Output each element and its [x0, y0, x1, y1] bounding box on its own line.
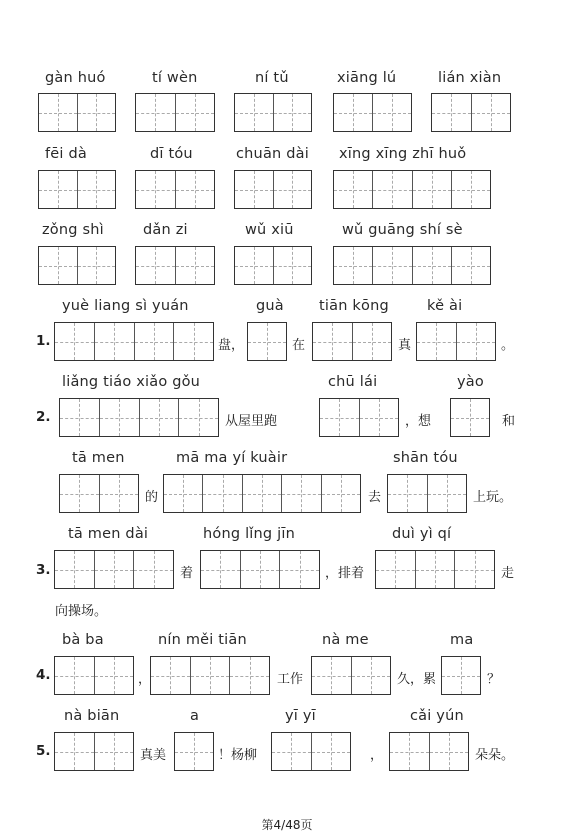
s5-pinyin-d: cǎi yún — [410, 708, 464, 724]
s5-text-1: 真美 — [140, 748, 167, 763]
char-grid[interactable] — [431, 93, 511, 132]
s2-text-6: 上玩。 — [473, 490, 513, 505]
char-grid[interactable] — [163, 474, 361, 513]
s3-pinyin-a: tā men dài — [68, 526, 149, 542]
page-number: 第4/48页 — [261, 818, 313, 832]
pinyin-word-6: fēi dà — [45, 146, 87, 162]
char-grid[interactable] — [247, 322, 287, 361]
pinyin-word-5: lián xiàn — [438, 70, 502, 86]
pinyin-word-2: tí wèn — [152, 70, 198, 86]
s4-text-4: ？ — [487, 672, 501, 687]
pinyin-word-11: dǎn zi — [143, 222, 188, 238]
char-grid[interactable] — [389, 732, 469, 771]
char-grid[interactable] — [333, 170, 491, 209]
s5-pinyin-b: a — [190, 708, 200, 724]
char-grid[interactable] — [234, 170, 312, 209]
char-grid[interactable] — [38, 93, 116, 132]
char-grid[interactable] — [54, 656, 134, 695]
char-grid[interactable] — [200, 550, 320, 589]
s4-number: 4. — [36, 667, 51, 683]
s1-pinyin-c: tiān kōng — [319, 298, 389, 314]
s5-text-2: ！杨柳 — [218, 748, 258, 763]
char-grid[interactable] — [271, 732, 351, 771]
pinyin-word-12: wǔ xiū — [245, 222, 294, 238]
s2-pinyin-c: yào — [457, 374, 484, 390]
s1-text-4: 。 — [501, 338, 515, 353]
char-grid[interactable] — [38, 170, 116, 209]
s1-text-3: 真 — [398, 338, 412, 353]
s2-text-5: 去 — [368, 490, 382, 505]
char-grid[interactable] — [234, 93, 312, 132]
s1-number: 1. — [36, 333, 51, 349]
s3-text-2: ，排着 — [325, 566, 365, 581]
char-grid[interactable] — [333, 246, 491, 285]
s2-pinyin-b: chū lái — [328, 374, 378, 390]
char-grid[interactable] — [450, 398, 490, 437]
s3-pinyin-b: hóng lǐng jīn — [203, 526, 295, 542]
char-grid[interactable] — [333, 93, 412, 132]
s2-text-2: ，想 — [405, 414, 432, 429]
pinyin-word-13: wǔ guāng shí sè — [342, 222, 463, 238]
s4-pinyin-b: nín měi tiān — [158, 632, 247, 648]
char-grid[interactable] — [319, 398, 399, 437]
s5-pinyin-a: nà biān — [64, 708, 120, 724]
s1-text-1: 盘， — [218, 338, 245, 353]
s5-text-3: ， — [370, 748, 384, 763]
char-grid[interactable] — [150, 656, 270, 695]
pinyin-word-9: xīng xīng zhī huǒ — [339, 146, 467, 162]
s1-pinyin-d: kě ài — [427, 298, 463, 314]
char-grid[interactable] — [135, 170, 215, 209]
s2-number: 2. — [36, 409, 51, 425]
s3-pinyin-c: duì yì qí — [392, 526, 452, 542]
s3-text-4: 向操场。 — [55, 604, 108, 619]
s2-pinyin-a: liǎng tiáo xiǎo gǒu — [62, 374, 201, 390]
char-grid[interactable] — [312, 322, 392, 361]
char-grid[interactable] — [59, 474, 139, 513]
s1-text-2: 在 — [292, 338, 306, 353]
s4-pinyin-a: bà ba — [62, 632, 104, 648]
s5-text-4: 朵朵。 — [475, 748, 515, 763]
s5-pinyin-c: yī yī — [285, 708, 316, 724]
s2-text-3: 和 — [502, 414, 516, 429]
char-grid[interactable] — [441, 656, 481, 695]
s4-pinyin-d: ma — [450, 632, 474, 648]
pinyin-word-7: dī tóu — [150, 146, 193, 162]
char-grid[interactable] — [174, 732, 214, 771]
s4-text-3: 久，累 — [397, 672, 437, 687]
char-grid[interactable] — [38, 246, 116, 285]
s2-pinyin-d: tā men — [72, 450, 125, 466]
s1-pinyin-b: guà — [256, 298, 284, 314]
pinyin-word-1: gàn huó — [45, 70, 106, 86]
char-grid[interactable] — [59, 398, 219, 437]
char-grid[interactable] — [135, 93, 215, 132]
s2-text-4: 的 — [145, 490, 159, 505]
s3-number: 3. — [36, 562, 51, 578]
pinyin-word-10: zǒng shì — [42, 222, 104, 238]
s2-pinyin-f: shān tóu — [393, 450, 458, 466]
s5-number: 5. — [36, 743, 51, 759]
s3-text-1: 着 — [180, 566, 194, 581]
s4-text-2: 工作 — [277, 672, 304, 687]
char-grid[interactable] — [387, 474, 467, 513]
char-grid[interactable] — [311, 656, 391, 695]
pinyin-word-3: ní tǔ — [255, 70, 289, 86]
s4-pinyin-c: nà me — [322, 632, 369, 648]
s3-text-3: 走 — [501, 566, 515, 581]
char-grid[interactable] — [375, 550, 495, 589]
s2-pinyin-e: mā ma yí kuàir — [176, 450, 288, 466]
pinyin-word-4: xiāng lú — [337, 70, 397, 86]
char-grid[interactable] — [54, 550, 174, 589]
char-grid[interactable] — [135, 246, 215, 285]
char-grid[interactable] — [416, 322, 496, 361]
char-grid[interactable] — [54, 732, 134, 771]
pinyin-word-8: chuān dài — [236, 146, 309, 162]
s1-pinyin-a: yuè liang sì yuán — [62, 298, 189, 314]
s2-text-1: 从屋里跑 — [225, 414, 278, 429]
char-grid[interactable] — [234, 246, 312, 285]
char-grid[interactable] — [54, 322, 214, 361]
s4-text-1: ， — [138, 672, 152, 687]
